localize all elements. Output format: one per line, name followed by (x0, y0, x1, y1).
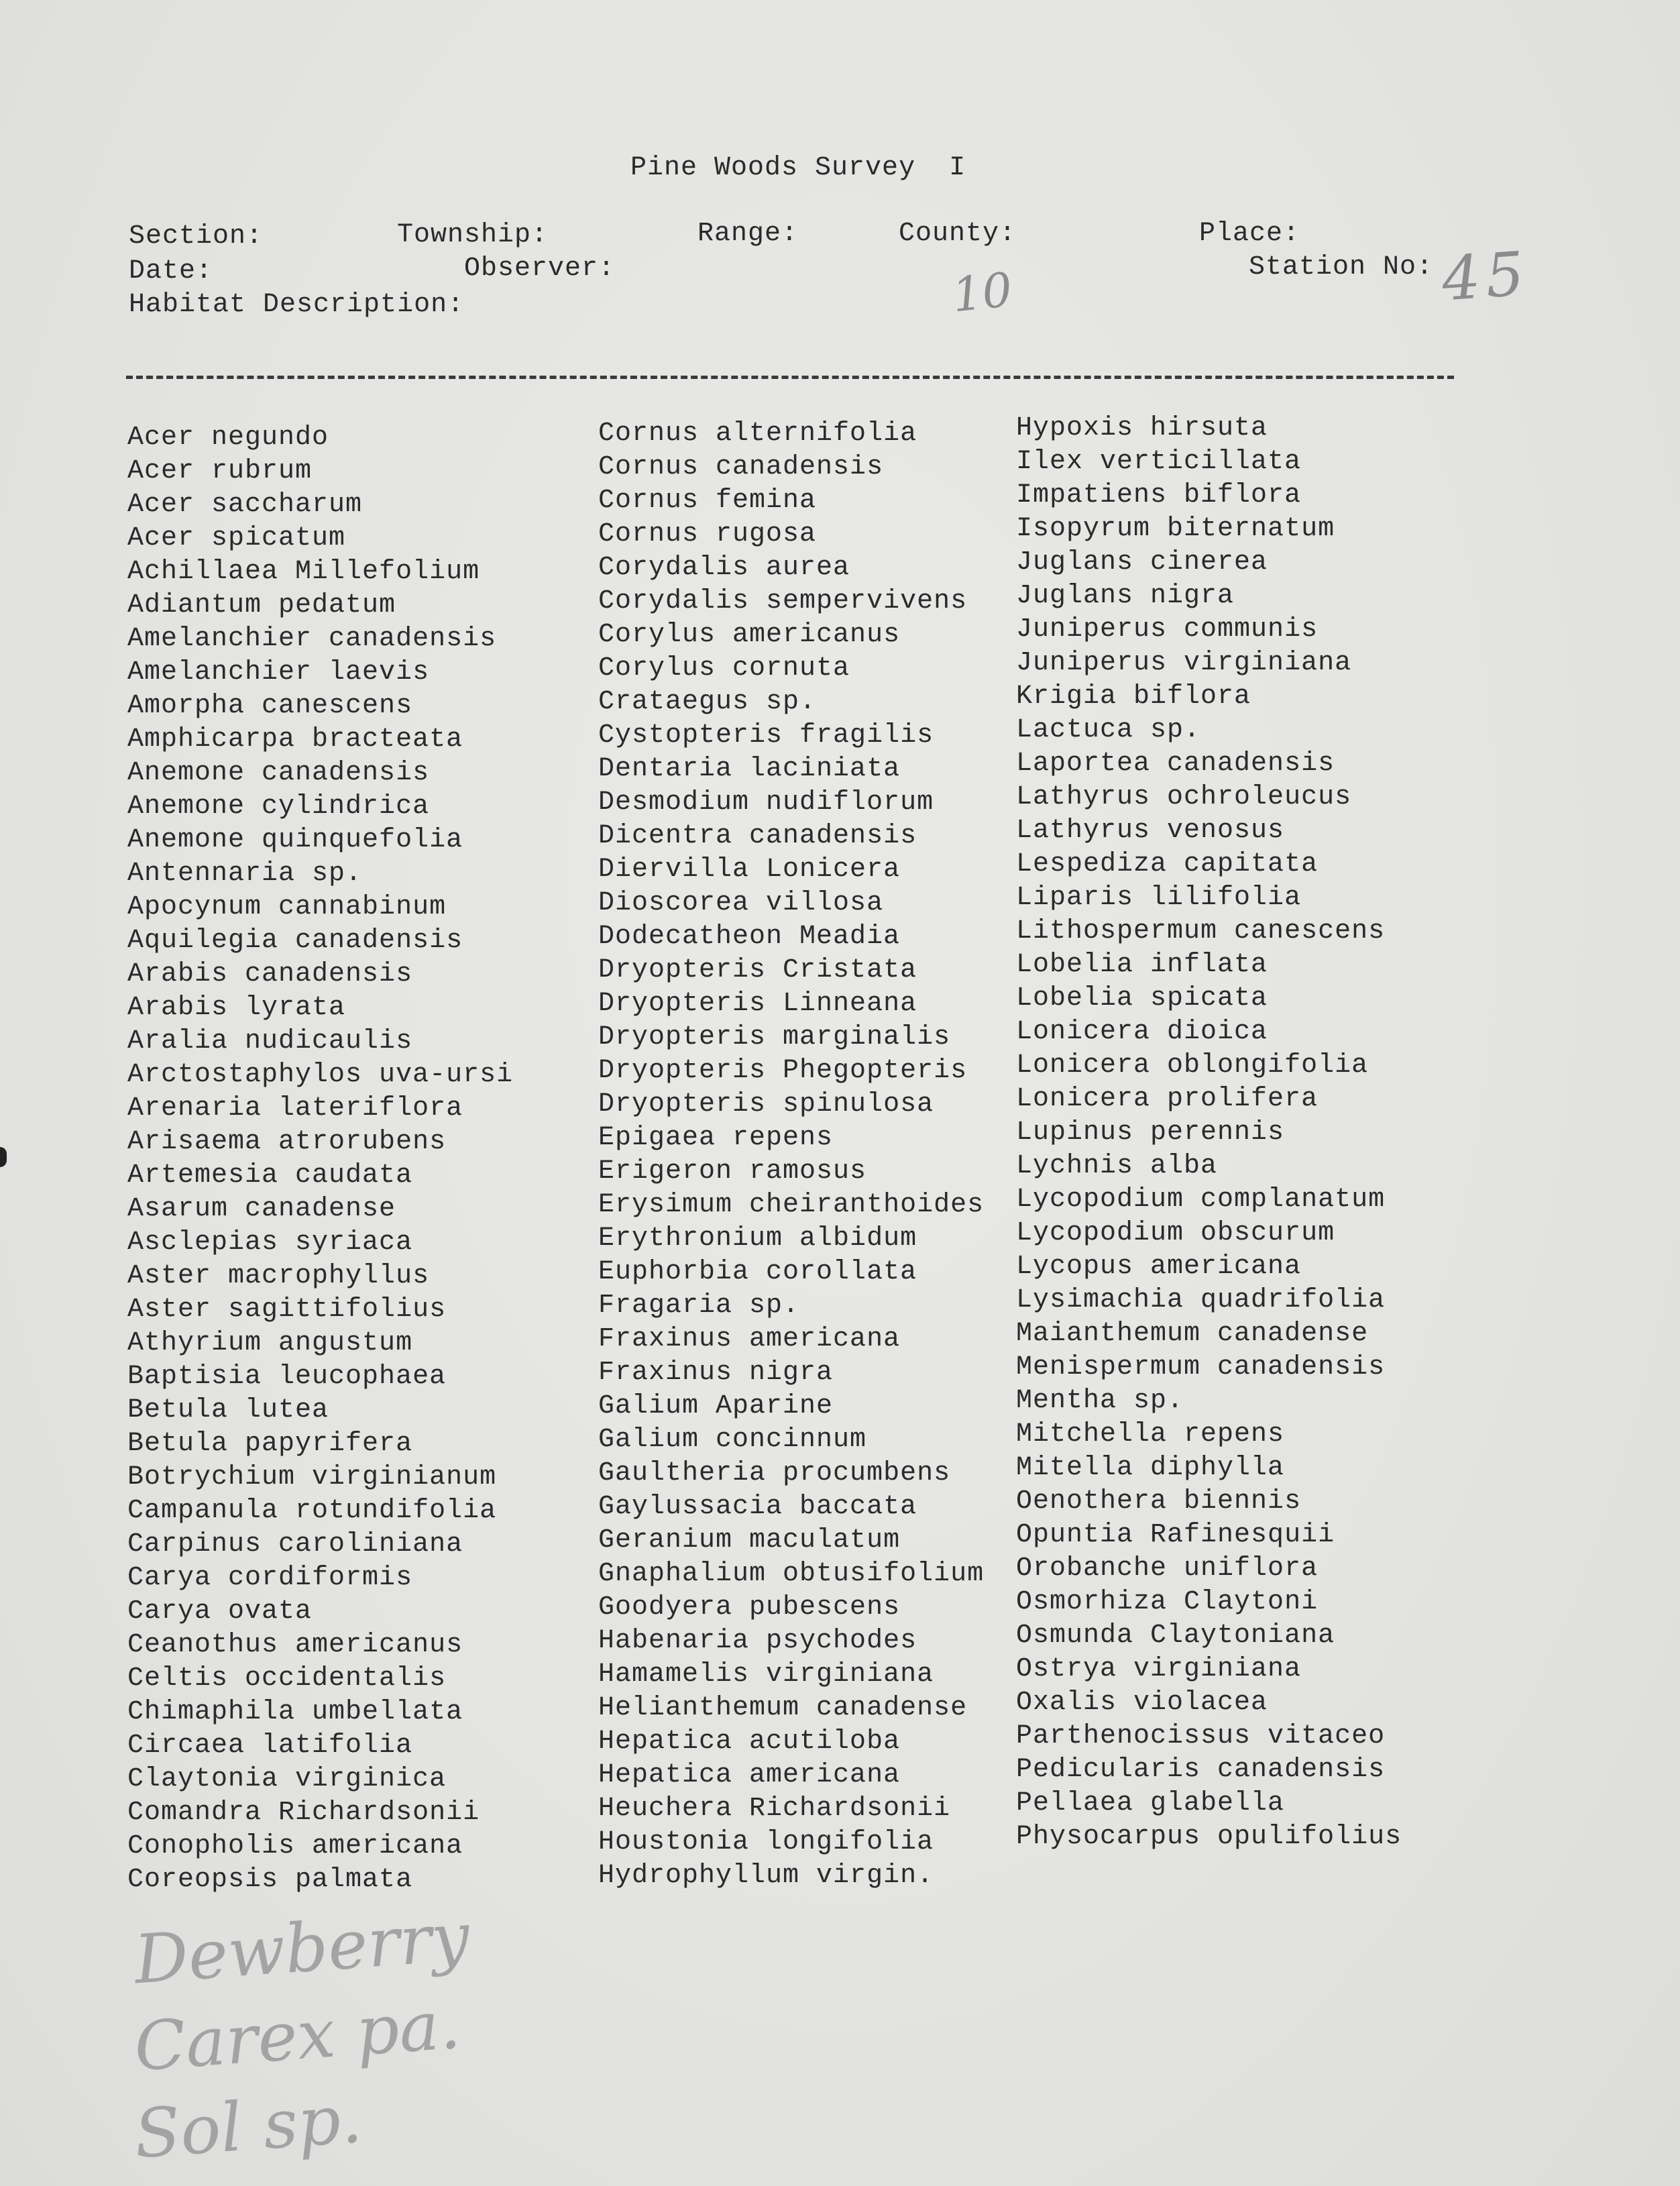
punch-hole-mark (0, 1147, 7, 1167)
species-item: Juniperus communis (1016, 614, 1319, 645)
species-item: Erysimum cheiranthoides (598, 1190, 985, 1220)
species-item: Lathyrus venosus (1016, 816, 1285, 846)
species-item: Arenaria lateriflora (127, 1093, 463, 1124)
species-item: Oxalis violacea (1016, 1688, 1268, 1718)
species-item: Acer rubrum (127, 456, 313, 486)
species-item: Lonicera oblongifolia (1016, 1050, 1369, 1081)
species-item: Osmunda Claytoniana (1016, 1621, 1335, 1651)
species-item: Pedicularis canadensis (1016, 1755, 1386, 1785)
species-item: Campanula rotundifolia (127, 1496, 497, 1526)
species-item: Artemesia caudata (127, 1160, 413, 1191)
species-item: Asclepias syriaca (127, 1227, 413, 1258)
species-item: Cornus rugosa (598, 519, 817, 549)
species-item: Erythronium albidum (598, 1223, 917, 1254)
species-item: Osmorhiza Claytoni (1016, 1587, 1319, 1617)
species-item: Krigia biflora (1016, 681, 1251, 712)
species-item: Epigaea repens (598, 1123, 834, 1153)
species-item: Corylus americanus (598, 620, 901, 650)
county-label: County: (899, 219, 1017, 249)
species-item: Apocynum cannabinum (127, 892, 447, 922)
species-item: Carpinus caroliniana (127, 1529, 463, 1560)
species-item: Baptisia leucophaea (127, 1362, 447, 1392)
species-item: Lathyrus ochroleucus (1016, 782, 1352, 812)
species-item: Isopyrum biternatum (1016, 514, 1335, 544)
species-item: Liparis lilifolia (1016, 883, 1302, 913)
place-label: Place: (1199, 219, 1300, 249)
township-label: Township: (397, 220, 549, 250)
species-item: Asarum canadense (127, 1194, 396, 1224)
species-column-1 (127, 421, 513, 1897)
species-item: Circaea latifolia (127, 1731, 413, 1761)
station-label: Station No: (1249, 252, 1434, 282)
species-item: Athyrium angustum (127, 1328, 413, 1358)
species-item: Erigeron ramosus (598, 1156, 867, 1187)
species-item: Conopholis americana (127, 1831, 463, 1861)
species-item: Oenothera biennis (1016, 1486, 1302, 1517)
species-item: Galium concinnum (598, 1425, 867, 1455)
species-item: Amelanchier laevis (127, 657, 430, 688)
species-item: Hydrophyllum virgin. (598, 1861, 934, 1891)
species-item: Arctostaphylos uva-ursi (127, 1060, 514, 1090)
species-item: Corylus cornuta (598, 653, 850, 684)
species-item: Lycopodium obscurum (1016, 1218, 1335, 1248)
date-label: Date: (129, 256, 213, 286)
species-item: Celtis occidentalis (127, 1663, 447, 1694)
species-item: Acer spicatum (127, 523, 346, 553)
species-item: Juglans nigra (1016, 581, 1235, 611)
species-item: Opuntia Rafinesquii (1016, 1520, 1335, 1550)
species-item: Desmodium nudiflorum (598, 787, 934, 818)
habitat-label: Habitat Description: (129, 290, 465, 320)
species-item: Habenaria psychodes (598, 1626, 917, 1656)
species-column-3 (1016, 412, 1402, 1854)
species-item: Claytonia virginica (127, 1764, 447, 1794)
species-item: Aster macrophyllus (127, 1261, 430, 1291)
handwritten-notes (131, 1897, 472, 2174)
species-item: Anemone canadensis (127, 758, 430, 788)
species-item: Aralia nudicaulis (127, 1026, 413, 1056)
species-item: Mitella diphylla (1016, 1453, 1285, 1483)
species-item: Arisaema atrorubens (127, 1127, 447, 1157)
observer-label: Observer: (464, 254, 616, 284)
margin-number-handwritten: 10 (949, 262, 1015, 323)
species-item: Corydalis sempervivens (598, 586, 968, 616)
species-item: Aster sagittifolius (127, 1295, 447, 1325)
species-item: Dodecatheon Meadia (598, 922, 901, 952)
species-item: Ilex verticillata (1016, 447, 1302, 477)
species-item: Fragaria sp. (598, 1291, 800, 1321)
species-item: Geranium maculatum (598, 1525, 901, 1555)
dashed-divider (126, 376, 1454, 379)
handwritten-note: Dewberry (131, 1897, 472, 2000)
species-item: Amorpha canescens (127, 691, 413, 721)
species-item: Mitchella repens (1016, 1419, 1285, 1450)
species-item: Maianthemum canadense (1016, 1319, 1369, 1349)
species-item: Cornus alternifolia (598, 419, 917, 449)
species-item: Aquilegia canadensis (127, 926, 463, 956)
species-item: Lysimachia quadrifolia (1016, 1285, 1386, 1315)
species-item: Galium Aparine (598, 1391, 834, 1421)
species-item: Dioscorea villosa (598, 888, 884, 918)
species-item: Chimaphila umbellata (127, 1697, 463, 1727)
species-item: Fraxinus nigra (598, 1358, 834, 1388)
species-item: Physocarpus opulifolius (1016, 1822, 1402, 1852)
species-item: Lithospermum canescens (1016, 916, 1386, 946)
handwritten-note: Sol sp. (131, 2079, 365, 2174)
species-item: Juniperus virginiana (1016, 648, 1352, 678)
species-item: Juglans cinerea (1016, 547, 1268, 578)
species-item: Orobanche uniflora (1016, 1553, 1319, 1584)
species-item: Gaultheria procumbens (598, 1458, 951, 1488)
species-item: Achillaea Millefolium (127, 557, 480, 587)
species-item: Lobelia inflata (1016, 950, 1268, 980)
species-item: Euphorbia corollata (598, 1257, 917, 1287)
species-item: Amelanchier canadensis (127, 624, 497, 654)
species-column-2 (598, 417, 984, 1893)
page-title: Pine Woods Survey I (630, 153, 966, 183)
species-item: Dryopteris Cristata (598, 955, 917, 985)
species-item: Carya cordiformis (127, 1563, 413, 1593)
species-item: Anemone quinquefolia (127, 825, 463, 855)
species-item: Gnaphalium obtusifolium (598, 1559, 985, 1589)
species-item: Lychnis alba (1016, 1151, 1218, 1181)
species-item: Lonicera prolifera (1016, 1084, 1319, 1114)
species-item: Dentaria laciniata (598, 754, 901, 784)
species-item: Hepatica acutiloba (598, 1727, 901, 1757)
species-item: Lycopodium complanatum (1016, 1185, 1386, 1215)
species-item: Acer saccharum (127, 490, 363, 520)
species-item: Hypoxis hirsuta (1016, 413, 1268, 443)
species-item: Anemone cylindrica (127, 791, 430, 822)
species-item: Dryopteris spinulosa (598, 1089, 934, 1119)
species-item: Lobelia spicata (1016, 983, 1268, 1014)
species-item: Ceanothus americanus (127, 1630, 463, 1660)
species-item: Lupinus perennis (1016, 1117, 1285, 1148)
range-label: Range: (697, 219, 799, 249)
station-number-handwritten: 45 (1439, 238, 1532, 315)
species-item: Cystopteris fragilis (598, 720, 934, 751)
species-item: Amphicarpa bracteata (127, 724, 463, 755)
species-item: Mentha sp. (1016, 1386, 1184, 1416)
handwritten-note: Carex pa. (131, 1985, 463, 2087)
species-item: Coreopsis palmata (127, 1865, 413, 1895)
species-item: Carya ovata (127, 1596, 313, 1627)
species-item: Lespediza capitata (1016, 849, 1319, 879)
species-item: Hamamelis virginiana (598, 1659, 934, 1690)
species-item: Acer negundo (127, 423, 329, 453)
species-item: Dryopteris Linneana (598, 989, 917, 1019)
species-item: Botrychium virginianum (127, 1462, 497, 1492)
species-item: Adiantum pedatum (127, 590, 396, 620)
species-item: Lycopus americana (1016, 1252, 1302, 1282)
species-item: Crataegus sp. (598, 687, 817, 717)
species-item: Goodyera pubescens (598, 1592, 901, 1623)
species-item: Lonicera dioica (1016, 1017, 1268, 1047)
species-item: Cornus canadensis (598, 452, 884, 482)
species-item: Houstonia longifolia (598, 1827, 934, 1857)
species-item: Hepatica americana (598, 1760, 901, 1790)
species-item: Dryopteris Phegopteris (598, 1056, 968, 1086)
species-item: Dryopteris marginalis (598, 1022, 951, 1052)
species-item: Ostrya virginiana (1016, 1654, 1302, 1684)
species-item: Betula lutea (127, 1395, 329, 1425)
species-item: Diervilla Lonicera (598, 855, 901, 885)
section-label: Section: (129, 221, 264, 252)
species-item: Arabis canadensis (127, 959, 413, 989)
species-item: Helianthemum canadense (598, 1693, 968, 1723)
species-item: Pellaea glabella (1016, 1788, 1285, 1818)
species-item: Antennaria sp. (127, 859, 363, 889)
species-item: Dicentra canadensis (598, 821, 917, 851)
species-item: Corydalis aurea (598, 553, 850, 583)
species-item: Arabis lyrata (127, 993, 346, 1023)
species-item: Impatiens biflora (1016, 480, 1302, 510)
species-item: Gaylussacia baccata (598, 1492, 917, 1522)
species-item: Menispermum canadensis (1016, 1352, 1386, 1382)
species-item: Parthenocissus vitaceo (1016, 1721, 1386, 1751)
species-item: Betula papyrifera (127, 1429, 413, 1459)
species-item: Laportea canadensis (1016, 749, 1335, 779)
species-item: Cornus femina (598, 486, 817, 516)
species-item: Heuchera Richardsonii (598, 1794, 951, 1824)
species-item: Fraxinus americana (598, 1324, 901, 1354)
species-item: Comandra Richardsonii (127, 1798, 480, 1828)
species-item: Lactuca sp. (1016, 715, 1201, 745)
